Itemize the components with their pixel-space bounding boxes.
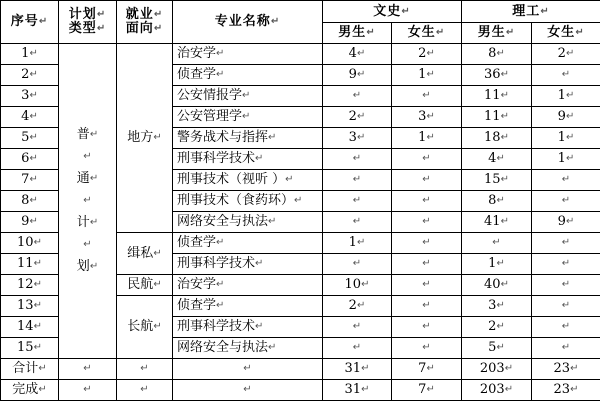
row-wen-male: 4↵	[323, 44, 392, 65]
row-li-male: 2↵	[462, 317, 532, 338]
row-seq: 11↵	[1, 254, 59, 275]
row-li-male: 5↵	[462, 338, 532, 359]
row-seq: 15↵	[1, 338, 59, 359]
direction-yangtze-shipping: 长航↵	[117, 296, 173, 359]
totals-row	[1, 359, 600, 380]
row-seq: 8↵	[1, 191, 59, 212]
row-major: 网络安全与执法↵	[173, 338, 323, 359]
row-wen-female: 1↵	[392, 65, 462, 86]
plan-type-general: 普↵ ↵ 通↵ ↵ 计↵ ↵ 划↵	[59, 44, 117, 359]
row-li-male: 4↵	[462, 149, 532, 170]
row-major: 公安管理学↵	[173, 107, 323, 128]
row-wen-female: 3↵	[392, 107, 462, 128]
totals-row-wen-male: 31↵	[323, 359, 392, 380]
totals-row-major: ↵	[173, 359, 323, 380]
row-major: 刑事科学技术↵	[173, 254, 323, 275]
row-wen-male: 2↵	[323, 296, 392, 317]
row-major: 侦查学↵	[173, 233, 323, 254]
row-li-male: 15↵	[462, 170, 532, 191]
header-wen-female: 女生↵	[392, 23, 462, 44]
row-wen-female: ↵	[392, 191, 462, 212]
header-wen-male: 男生↵	[323, 23, 392, 44]
row-wen-female: ↵	[392, 149, 462, 170]
row-seq: 2↵	[1, 65, 59, 86]
row-major: 警务战术与指挥↵	[173, 128, 323, 149]
row-seq: 9↵	[1, 212, 59, 233]
row-wen-male: ↵	[323, 170, 392, 191]
row-wen-female: 1↵	[392, 128, 462, 149]
header-ligong: 理工↵	[462, 1, 600, 23]
row-wen-female: ↵	[392, 86, 462, 107]
row-seq: 7↵	[1, 170, 59, 191]
row-seq: 14↵	[1, 317, 59, 338]
row-wen-female: ↵	[392, 275, 462, 296]
row-li-male: 40↵	[462, 275, 532, 296]
row-li-female: 1↵	[532, 86, 600, 107]
row-major: 侦查学↵	[173, 65, 323, 86]
completed-row-wen-female: 7↵	[392, 380, 462, 401]
header-major-name: 专业名称↵	[173, 1, 323, 44]
row-major: 刑事技术（食药环）↵	[173, 191, 323, 212]
row-li-male: 8↵	[462, 191, 532, 212]
row-major: 侦查学↵	[173, 296, 323, 317]
row-seq: 3↵	[1, 86, 59, 107]
row-li-female: ↵	[532, 65, 600, 86]
row-major: 网络安全与执法↵	[173, 212, 323, 233]
direction-anti-smuggling: 缉私↵	[117, 233, 173, 275]
row-li-male: 11↵	[462, 86, 532, 107]
row-wen-female: ↵	[392, 212, 462, 233]
row-wen-male: ↵	[323, 317, 392, 338]
completed-row-plan-type: ↵	[59, 380, 117, 401]
row-wen-female: ↵	[392, 170, 462, 191]
row-li-male: 8↵	[462, 44, 532, 65]
header-li-male: 男生↵	[462, 23, 532, 44]
row-wen-female: ↵	[392, 233, 462, 254]
row-seq: 5↵	[1, 128, 59, 149]
direction-local: 地方↵	[117, 44, 173, 233]
row-li-female: ↵	[532, 275, 600, 296]
row-wen-male: ↵	[323, 338, 392, 359]
row-seq: 10↵	[1, 233, 59, 254]
row-wen-male: ↵	[323, 149, 392, 170]
row-major: 刑事技术（视听 ）↵	[173, 170, 323, 191]
row-li-female: ↵	[532, 338, 600, 359]
row-li-female: 9↵	[532, 107, 600, 128]
totals-row-plan-type: ↵	[59, 359, 117, 380]
row-li-female: ↵	[532, 254, 600, 275]
row-li-male: 11↵	[462, 107, 532, 128]
header-plan-type: 计划↵ 类型↵	[59, 1, 117, 44]
table-row	[1, 44, 600, 65]
row-wen-male: ↵	[323, 254, 392, 275]
row-li-female: ↵	[532, 317, 600, 338]
header-wenshi: 文史↵	[323, 1, 462, 23]
completed-row-label: 完成↵	[1, 380, 59, 401]
row-li-female: 1↵	[532, 128, 600, 149]
row-li-female: ↵	[532, 296, 600, 317]
row-wen-female: 2↵	[392, 44, 462, 65]
completed-row-li-female: 23↵	[532, 380, 600, 401]
row-seq: 13↵	[1, 296, 59, 317]
totals-row-label: 合计↵	[1, 359, 59, 380]
direction-civil-aviation: 民航↵	[117, 275, 173, 296]
row-major: 刑事科学技术↵	[173, 317, 323, 338]
row-li-male: ↵	[462, 233, 532, 254]
totals-row-li-male: 203↵	[462, 359, 532, 380]
row-wen-female: ↵	[392, 317, 462, 338]
header-employment-direction: 就业↵ 面向↵	[117, 1, 173, 44]
row-seq: 12↵	[1, 275, 59, 296]
totals-row-li-female: 23↵	[532, 359, 600, 380]
row-li-male: 41↵	[462, 212, 532, 233]
row-seq: 4↵	[1, 107, 59, 128]
row-wen-male: 1↵	[323, 233, 392, 254]
header-seq: 序号↵	[1, 1, 59, 44]
completed-row-major: ↵	[173, 380, 323, 401]
row-li-male: 18↵	[462, 128, 532, 149]
row-li-female: 9↵	[532, 212, 600, 233]
row-wen-male: ↵	[323, 191, 392, 212]
row-li-male: 1↵	[462, 254, 532, 275]
row-seq: 1↵	[1, 44, 59, 65]
row-li-male: 36↵	[462, 65, 532, 86]
row-wen-female: ↵	[392, 296, 462, 317]
completed-row-direction: ↵	[117, 380, 173, 401]
row-li-female: ↵	[532, 170, 600, 191]
row-major: 治安学↵	[173, 275, 323, 296]
row-li-female: ↵	[532, 191, 600, 212]
row-seq: 6↵	[1, 149, 59, 170]
row-wen-male: 3↵	[323, 128, 392, 149]
row-major: 治安学↵	[173, 44, 323, 65]
totals-row-direction: ↵	[117, 359, 173, 380]
row-wen-male: 10↵	[323, 275, 392, 296]
row-li-female: ↵	[532, 233, 600, 254]
completed-row-wen-male: 31↵	[323, 380, 392, 401]
row-li-male: 3↵	[462, 296, 532, 317]
row-li-female: 1↵	[532, 149, 600, 170]
row-major: 刑事科学技术↵	[173, 149, 323, 170]
header-row-1	[1, 1, 600, 23]
row-li-female: 2↵	[532, 44, 600, 65]
completed-row-li-male: 203↵	[462, 380, 532, 401]
totals-row-wen-female: 7↵	[392, 359, 462, 380]
row-wen-male: ↵	[323, 212, 392, 233]
completed-row	[1, 380, 600, 401]
row-wen-male: ↵	[323, 86, 392, 107]
row-wen-male: 2↵	[323, 107, 392, 128]
row-wen-female: ↵	[392, 254, 462, 275]
header-li-female: 女生↵	[532, 23, 600, 44]
row-wen-male: 9↵	[323, 65, 392, 86]
row-wen-female: ↵	[392, 338, 462, 359]
row-major: 公安情报学↵	[173, 86, 323, 107]
